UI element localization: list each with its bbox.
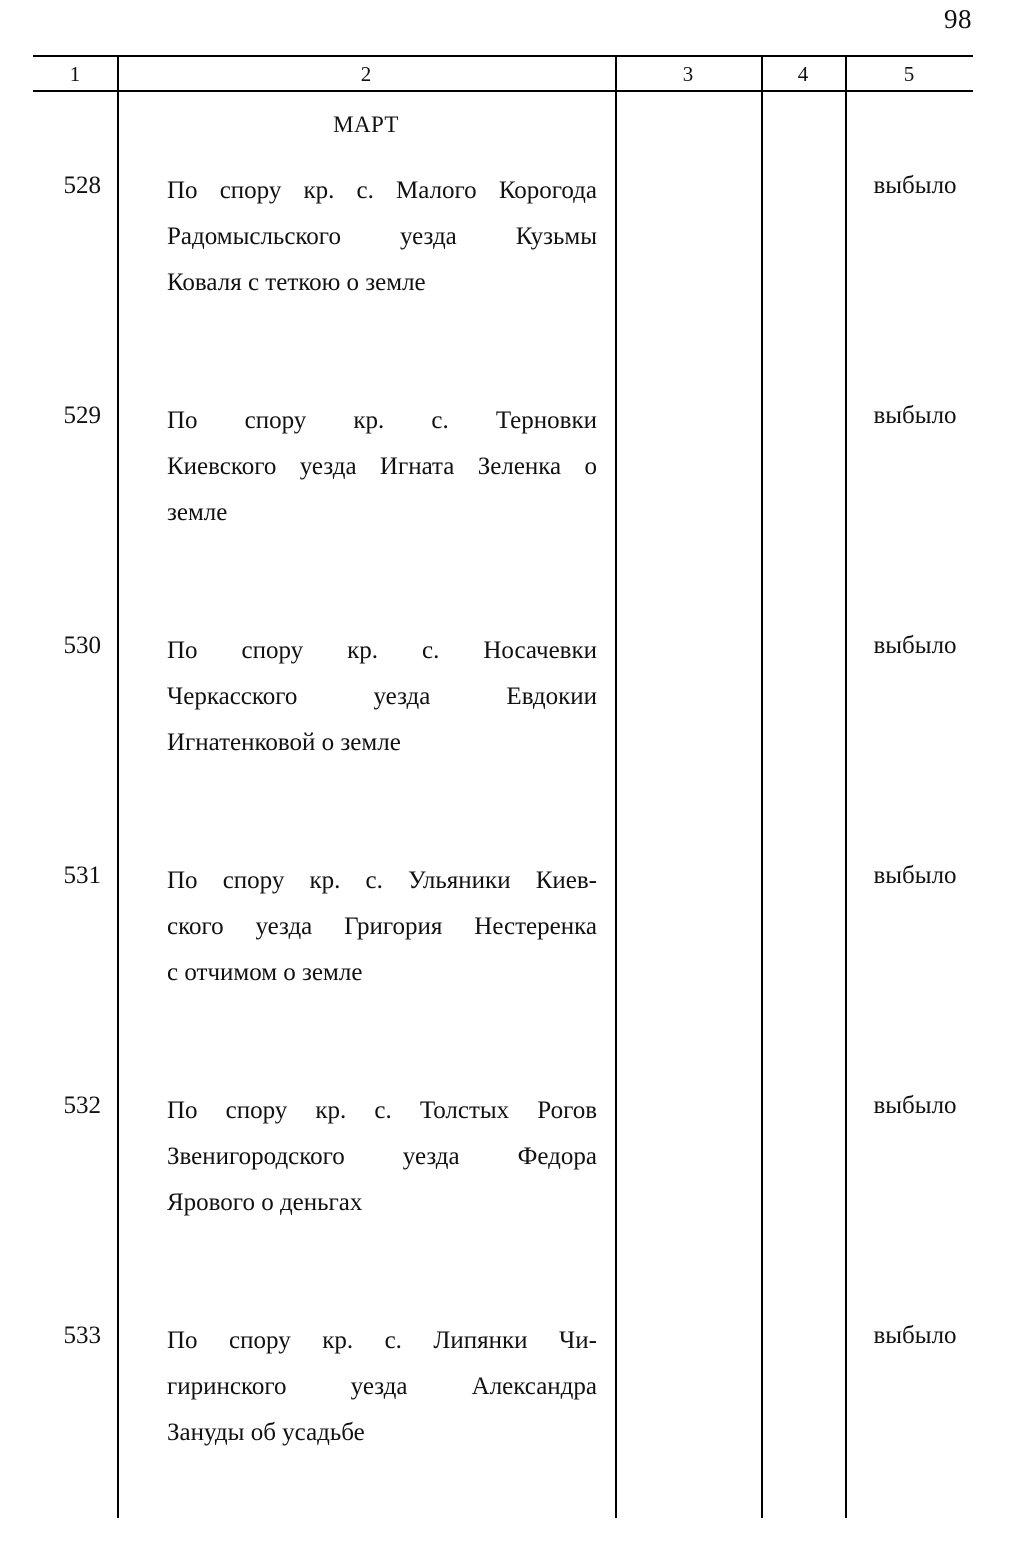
table-row [33, 390, 973, 620]
record-number: 530 [63, 632, 101, 659]
description-line: ского уезда Григория Нестеренка [167, 913, 597, 940]
description-line: По спору кр. с. Носачевки [167, 637, 597, 664]
column-number-4: 4 [797, 62, 809, 86]
record-column3 [615, 628, 761, 828]
description-line: Звенигородского уезда Федора [167, 1143, 597, 1170]
record-column3 [615, 398, 761, 598]
description-line: Киевского уезда Игната Зеленка о [167, 453, 597, 480]
record-column3 [615, 1318, 761, 1518]
record-column4 [761, 1318, 845, 1518]
record-number: 532 [63, 1092, 101, 1119]
description-line: По спору кр. с. Малого Корогода [167, 177, 597, 204]
record-number: 531 [63, 862, 101, 889]
record-column4 [761, 858, 845, 1058]
record-status: выбыло [873, 1092, 957, 1119]
table-header-rule [33, 90, 973, 92]
record-status: выбыло [873, 632, 957, 659]
record-description [167, 398, 597, 536]
record-column3 [615, 1088, 761, 1288]
description-line: По спору кр. с. Ульяники Киев- [167, 867, 597, 894]
record-number: 533 [63, 1322, 101, 1349]
record-status: выбыло [873, 1322, 957, 1349]
description-line: Черкасского уезда Евдокии [167, 683, 597, 710]
record-description [167, 1088, 597, 1226]
table-row [33, 160, 973, 390]
column-number-5: 5 [903, 62, 915, 86]
description-line: земле [167, 499, 228, 526]
column-number-header [33, 57, 973, 90]
column-number-2: 2 [360, 62, 372, 86]
record-column3 [615, 168, 761, 368]
description-line: По спору кр. с. Толстых Рогов [167, 1097, 597, 1124]
description-line: гиринского уезда Александра [167, 1373, 597, 1400]
register-table [33, 55, 973, 1520]
record-column4 [761, 398, 845, 598]
table-row [33, 1080, 973, 1310]
record-status: выбыло [873, 862, 957, 889]
description-line: с отчимом о земле [167, 959, 363, 986]
description-line: По спору кр. с. Липянки Чи- [167, 1327, 597, 1354]
description-line: Радомысльского уезда Кузьмы [167, 223, 597, 250]
page-number: 98 [944, 4, 972, 34]
record-status: выбыло [873, 402, 957, 429]
table-row [33, 1310, 973, 1540]
column-number-3: 3 [682, 62, 694, 86]
record-column4 [761, 628, 845, 828]
record-column4 [761, 168, 845, 368]
record-description [167, 628, 597, 766]
description-line: Ярового о деньгах [167, 1189, 363, 1216]
record-description [167, 1318, 597, 1456]
column-number-1: 1 [69, 62, 81, 86]
description-line: По спору кр. с. Терновки [167, 407, 597, 434]
record-column3 [615, 858, 761, 1058]
description-line: Игнатенковой о земле [167, 729, 401, 756]
description-line: Зануды об усадьбе [167, 1419, 365, 1446]
record-number: 528 [63, 172, 101, 199]
description-line: Коваля с теткою о земле [167, 269, 426, 296]
record-status: выбыло [873, 172, 957, 199]
month-caption: МАРТ [333, 112, 399, 137]
record-description [167, 168, 597, 306]
table-row [33, 850, 973, 1080]
record-column4 [761, 1088, 845, 1288]
record-description [167, 858, 597, 996]
record-number: 529 [63, 402, 101, 429]
table-row [33, 620, 973, 850]
